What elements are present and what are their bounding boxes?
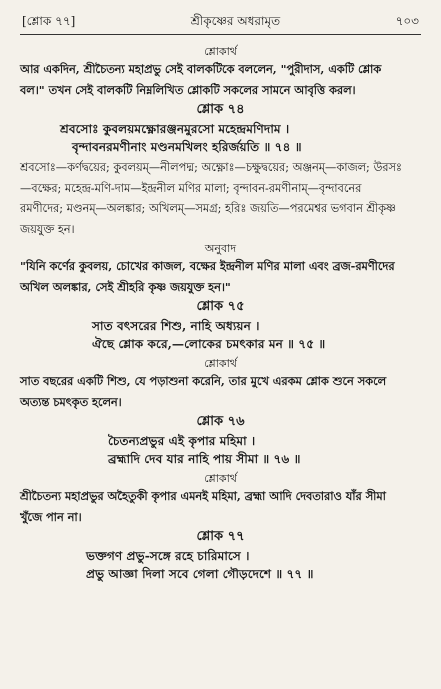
- word-meaning-line: রমণীদের; মণ্ডনম্—অলঙ্কার; অখিলম্—সমগ্র; হরিঃ জয়তি—পরমেশ্বর ভগবান শ্রীকৃষ্ণ: [20, 202, 396, 215]
- header-verse-range: [শ্লোক ৭৭]: [22, 14, 76, 28]
- verse-heading: শ্লোক ৭৪: [196, 102, 245, 117]
- verse-line: বৃন্দাবনরমণীনাং মণ্ডনমখিলং হরির্জয়তি ॥ ৭৪ ॥: [72, 140, 302, 154]
- verse-heading: শ্লোক ৭৭: [196, 529, 245, 544]
- header-chapter-title: শ্রীকৃষ্ণের অধরামৃত: [190, 14, 281, 28]
- translation-line: খুঁজে পান না।: [20, 509, 82, 524]
- verse-line: প্রভু আজ্ঞা দিলা সবে গেলা গৌড়দেশে ॥ ৭৭ ॥: [86, 567, 314, 581]
- translation-label: শ্লোকার্থ: [204, 472, 237, 485]
- verse-heading: শ্লোক ৭৬: [196, 414, 245, 429]
- translation-line: সাত বছরের একটি শিশু, যে পড়াশুনা করেনি, তার মুখে এরকম শ্লোক শুনে সকলে: [20, 374, 387, 388]
- translation-line: আর একদিন, শ্রীচৈতন্য মহাপ্রভু সেই বালকটিকে বললেন, "পুরীদাস, একটি শ্লোক: [20, 62, 382, 76]
- translation-line: অত্যন্ত চমৎকৃত হলেন।: [20, 394, 122, 409]
- translation-line: শ্রীচৈতন্য মহাপ্রভুর অহৈতুকী কৃপার এমনই মহিমা, ব্রহ্মা আদি দেবতারাও যাঁর সীমা: [20, 489, 386, 503]
- verse-line: ব্রহ্মাদি দেব যার নাহি পায় সীমা ॥ ৭৬ ॥: [108, 452, 301, 466]
- verse-line: ভক্তগণ প্রভু-সঙ্গে রহে চারিমাসে ।: [86, 549, 250, 563]
- translation-line: "যিনি কর্ণের কুবলয়, চোখের কাজল, বক্ষের ইন্দ্রনীল মণির মালা এবং ব্রজ-রমণীদের: [20, 259, 395, 273]
- translation-line: অখিল অলঙ্কার, সেই শ্রীহরি কৃষ্ণ জয়যুক্ত হন।": [20, 279, 231, 294]
- translation-label: অনুবাদ: [204, 242, 237, 255]
- verse-line: শ্রবসোঃ কুবলয়মক্ষ্ণোরঞ্জনমুরসো মহেন্দ্রমণিদাম ।: [60, 122, 290, 136]
- translation-label: শ্লোকার্থ: [204, 45, 237, 58]
- word-meaning-line: জয়যুক্ত হন।: [20, 222, 75, 236]
- page-header: [20, 14, 421, 28]
- verse-line: চৈতন্যপ্রভুর এই কৃপার মহিমা ।: [108, 434, 256, 448]
- verse-heading: শ্লোক ৭৫: [196, 299, 245, 314]
- header-page-number: ৭০৩: [395, 14, 419, 28]
- word-meaning-line: —বক্ষের; মহেন্দ্র-মণি-দাম—ইন্দ্রনীল মণির মালা; বৃন্দাবন-রমণীনাম্—বৃন্দাবনের: [20, 181, 362, 195]
- header-rule: [20, 34, 421, 35]
- translation-label: শ্লোকার্থ: [204, 357, 237, 370]
- verse-line: ঐছে শ্লোক করে,—লোকের চমৎকার মন ॥ ৭৫ ॥: [92, 337, 326, 351]
- word-meaning-line: শ্রবসোঃ—কর্ণদ্বয়ের; কুবলয়ম্—নীলপদ্ম; অক্ষ্ণোঃ—চক্ষুদ্বয়ের; অঞ্জনম্—কাজল; উরসঃ: [20, 161, 402, 174]
- verse-line: সাত বৎসরের শিশু, নাহি অধ্যয়ন ।: [92, 319, 260, 333]
- translation-line: বল।" তখন সেই বালকটি নিম্নলিখিত শ্লোকটি সকলের সামনে আবৃত্তি করল।: [20, 82, 356, 97]
